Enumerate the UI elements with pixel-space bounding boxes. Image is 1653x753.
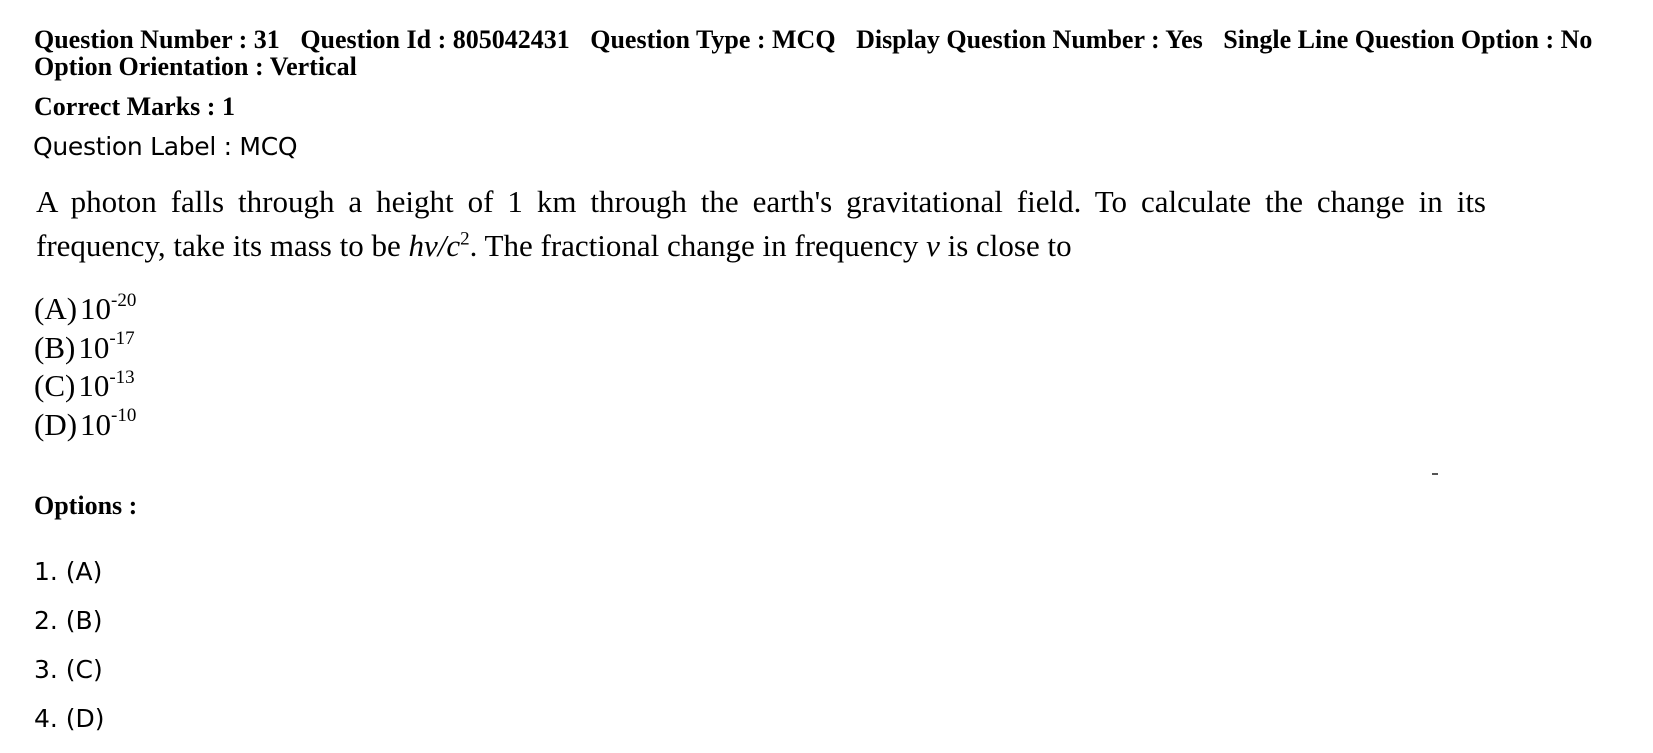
math-mass-exponent: 2: [460, 228, 470, 250]
choice-b: [34, 329, 136, 368]
option-1: 1. (A): [34, 557, 103, 586]
display-question-number: Display Question Number : Yes: [856, 25, 1203, 54]
choice-exponent: -17: [109, 328, 135, 350]
choice-d: [34, 406, 136, 445]
choice-base: 10: [78, 368, 110, 403]
option-orientation: Option Orientation : Vertical: [34, 52, 357, 81]
question-id: Question Id : 805042431: [300, 25, 570, 54]
choice-tag: (C): [34, 368, 76, 403]
choice-exponent: -20: [111, 289, 137, 311]
math-frequency-symbol: ν: [926, 228, 940, 263]
choice-tag: (D): [34, 406, 78, 442]
option-4: 4. (D): [34, 704, 105, 733]
choice-c: [34, 367, 136, 406]
choice-exponent: -13: [109, 366, 135, 388]
choice-a: [34, 290, 136, 329]
math-mass-expression: hν/c: [408, 228, 461, 263]
question-number: Question Number : 31: [34, 25, 280, 54]
question-label: Question Label : MCQ: [33, 132, 298, 161]
correct-marks: Correct Marks : 1: [34, 92, 235, 121]
choice-base: 10: [78, 329, 110, 365]
choice-base: 10: [80, 406, 112, 442]
question-text: [36, 180, 1486, 268]
question-text-part2: . The fractional change in frequency: [469, 228, 927, 263]
answer-choices: [34, 290, 136, 444]
choice-tag: (B): [34, 329, 76, 365]
choice-tag: (A): [34, 291, 78, 326]
question-metadata: [34, 26, 1634, 80]
options-list: [34, 557, 105, 753]
option-3: 3. (C): [34, 655, 103, 684]
question-type: Question Type : MCQ: [590, 25, 836, 54]
options-heading: Options :: [34, 491, 138, 520]
choice-exponent: -10: [111, 405, 137, 427]
question-text-part1: A photon falls through a height of 1 km through the earth's gravitational field. To calculate the change in its frequency, take its mass to be: [36, 184, 1486, 263]
choice-base: 10: [80, 291, 112, 326]
stray-mark: [1432, 473, 1438, 475]
single-line-option: Single Line Question Option : No: [1223, 25, 1593, 54]
option-2: 2. (B): [34, 606, 103, 635]
question-text-part3: is close to: [939, 228, 1072, 263]
